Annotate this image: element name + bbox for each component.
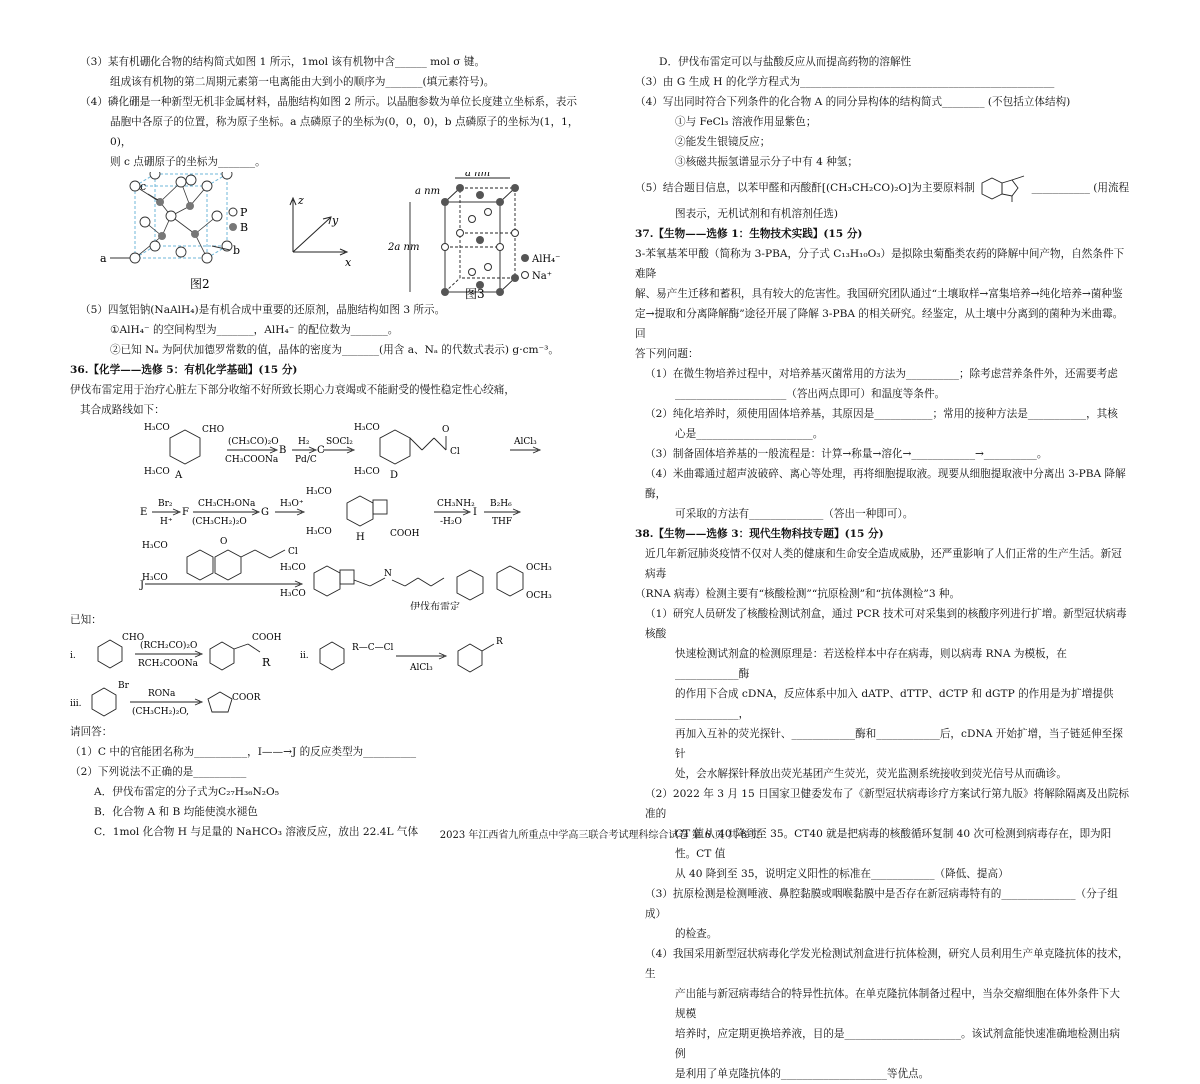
q36-2-option-b: B．化合物 A 和 B 均能使溴水褪色 (94, 806, 258, 818)
indanone-structure (978, 172, 1028, 204)
fig2-label-c: c (140, 180, 147, 193)
route-cl-d: Cl (450, 447, 460, 457)
fig2-legend-b: B (240, 221, 249, 234)
route-r7-top: H₃O⁺ (280, 499, 304, 509)
route-label-i: I (473, 507, 477, 518)
route-r8-bot: -H₂O (440, 517, 462, 527)
q37-title: 37.【生物——选修 1：生物技术实践】(15 分) (635, 228, 863, 240)
route-h3co-2: H₃CO (144, 467, 170, 477)
known-iii-coor: COOR (232, 693, 261, 703)
route-r3-top: SOCl₂ (326, 437, 353, 447)
q35-5-line2: ①AlH₄⁻ 的空间构型为_______，AlH₄⁻ 的配位数为_______。 (110, 324, 399, 336)
known-i-top: (RCH₂CO)₂O (140, 641, 198, 651)
route-h3co-3: H₃CO (354, 423, 380, 433)
left-column (70, 52, 585, 842)
route-r9-top: B₂H₆ (490, 499, 512, 509)
fig2-caption: 图2 (190, 277, 210, 291)
q38-1a: （1）研究人员研发了核酸检测试剂盒，通过 PCR 技术可对采集到的核酸序列进行扩增。新型冠状病毒核酸 (645, 608, 1127, 640)
route-r2-top: H₂ (298, 437, 310, 447)
q36-5-mid: 为主要原料制 (911, 182, 975, 194)
route-r1-top: (CH₃CO)₂O (228, 437, 279, 447)
route-r5-top: Br₂ (158, 499, 173, 509)
axis-x: x (345, 256, 352, 269)
known-i-cooh: COOH (252, 633, 282, 643)
fig2-label-b: b (233, 244, 241, 257)
route-label-f: F (182, 507, 189, 518)
q35-3-line1: （3）某有机硼化合物的结构简式如图 1 所示，1mol 该有机物中含______ mol σ 键。 (80, 56, 486, 68)
q36-2-option-c: C．1mol 化合物 H 与足量的 NaHCO₃ 溶液反应，放出 22.4L 气体 (94, 826, 419, 838)
q38-p2: （RNA 病毒）检测主要有“核酸检测”“抗原检测”和“抗体测检”3 种。 (635, 588, 961, 600)
figure-2-cell (100, 172, 248, 291)
q37-p2: 解、易产生迁移和蓄积，具有较大的危害性。我国研究团队通过“土壤取样→富集培养→纯化培养→菌种鉴 (635, 288, 1123, 300)
known-i-cho: CHO (122, 633, 145, 643)
known-iii-bot: (CH₃CH₂)₂O, (132, 707, 190, 717)
route-label-c: C (317, 445, 325, 456)
q38-4a: （4）我国采用新型冠状病毒化学发光检测试剂盒进行抗体检测，研究人员利用生产单克隆抗体的技术，生 (645, 948, 1129, 980)
route-cho-a: CHO (202, 425, 225, 435)
route-h3co-1: H₃CO (144, 423, 170, 433)
q36-title: 36.【化学——选修 5：有机化学基础】(15 分) (70, 364, 298, 376)
route-cl-j: Cl (288, 547, 298, 557)
fig3-caption: 图3 (465, 287, 485, 300)
route-h3co-7: H₃CO (142, 541, 168, 551)
synthesis-route-svg (70, 420, 585, 610)
route-label-b: B (279, 445, 287, 456)
q36-3: （3）由 G 生成 H 的化学方程式为________________________________________________ (635, 76, 1055, 88)
route-h3co-9: H₃CO (280, 563, 306, 573)
known-ii-r: R (496, 637, 503, 647)
known-i-r: R (262, 656, 271, 669)
known-iii-br: Br (118, 681, 129, 691)
fig3-dim-a-top: a nm (465, 172, 491, 179)
q38-2a: （2）2022 年 3 月 15 日国家卫健委发布了《新型冠状病毒诊疗方案试行第九版》将解除隔离及出院标准的 (645, 788, 1129, 820)
q38-2b: CT 值从 40 降到至 35。CT40 就是把病毒的核酸循环复制 40 次可检测到病毒存在，即为阳性。CT 值 (675, 828, 1112, 860)
fig2-label-a: a (100, 252, 107, 265)
q35-4-line1: （4）磷化硼是一种新型无机非金属材料，晶胞结构如图 2 所示。以晶胞参数为单位长度建立坐标系，表示 (80, 96, 577, 108)
route-product-name: 伊伐布雷定 (410, 602, 460, 610)
synthesis-route (70, 420, 585, 610)
q38-4c: 培养时，应定期更换培养液，目的是______________________。该试剂盒能快速准确地检测出病例 (675, 1028, 1120, 1060)
q36-1: （1）C 中的官能团名称为__________，I——→J 的反应类型为__________ (70, 746, 417, 758)
route-r1-bot: CH₃COONa (225, 455, 279, 465)
q38-3a: （3）抗原检测是检测唾液、鼻腔黏膜或咽喉黏膜中是否存在新冠病毒特有的______________（分子组成） (645, 888, 1118, 920)
fig3-dim-a-left: a nm (415, 186, 441, 197)
q36-2: （2）下列说法不正确的是__________ (70, 766, 247, 778)
route-label-d: D (390, 470, 399, 481)
page-footer: 2023 年江西省九所重点中学高三联合考试理科综合试卷 第 6 页 共 6 页 (439, 830, 761, 841)
route-label-e: E (140, 507, 148, 518)
q36-5-pre: （5）结合题目信息，以苯甲醛和丙酸酐 (635, 182, 822, 194)
q36-intro-2: 其合成路线如下： (80, 404, 165, 416)
q36-5-post: ___________ (用流程 (1031, 182, 1130, 194)
route-label-g: G (261, 507, 269, 518)
known-i-label: i. (70, 651, 76, 661)
q38-3b: 的检查。 (675, 928, 718, 940)
q37-4a: （4）米曲霉通过超声波破碎、离心等处理，再将细胞提取液。现要从细胞提取液中分离出 3-PBA 降解酶， (645, 468, 1126, 500)
q36-4-cond-2: ②能发生银镜反应； (675, 136, 771, 148)
q37-2b: 心是______________________。 (675, 428, 824, 440)
q35-5-line1: （5）四氢铝钠(NaAlH₄)是有机合成中重要的还原剂，晶胞结构如图 3 所示。 (80, 304, 446, 316)
route-o-d: O (442, 425, 450, 435)
known-reactions-svg (70, 630, 585, 722)
q38-2c: 从 40 降到至 35，说明定义阳性的标准在____________（降低、提高） (675, 868, 1009, 880)
known-ii-cat: AlCl₃ (410, 663, 433, 673)
route-label-j: J (140, 580, 145, 591)
route-label-h: H (356, 532, 365, 543)
route-label-a: A (175, 470, 183, 481)
known-iii-label: iii. (70, 699, 82, 709)
route-o-j: O (220, 537, 228, 547)
known-ii-reagent: R—C—Cl (352, 643, 394, 653)
q37-1b: _____________________（答出两点即可）和温度等条件。 (675, 388, 946, 400)
q38-1c: 的作用下合成 cDNA，反应体系中加入 dATP、dTTP、dCTP 和 dGTP 的作用是为扩增提供____________， (675, 688, 1114, 720)
q36-5-line1 (635, 172, 1130, 204)
route-r6-bot: (CH₃CH₂)₂O (192, 517, 247, 527)
route-r9-bot: THF (492, 517, 513, 527)
route-r2-bot: Pd/C (295, 455, 317, 465)
q38-1e: 处，会水解探针释放出荧光基团产生荧光，荧光监测系统接收到荧光信号从而确诊。 (675, 768, 1067, 780)
q36-intro-1: 伊伐布雷定用于治疗心脏左下部分收缩不好所致长期心力衰竭或不能耐受的慢性稳定性心绞痛， (70, 384, 515, 396)
q37-1a: （1）在微生物培养过程中，对培养基灭菌常用的方法为__________；除考虑营养条件外，还需要考虑 (645, 368, 1118, 380)
known-reactions (70, 630, 585, 722)
q38-4b: 产出能与新冠病毒结合的特异性抗体。在单克隆抗体制备过程中，当杂交瘤细胞在体外条件下大规模 (675, 988, 1120, 1020)
route-h3co-10: H₃CO (280, 589, 306, 599)
q38-1b: 快速检测试剂盒的检测原理是：若送检样本中存在病毒，则以病毒 RNA 为模板，在____________酶 (675, 648, 1067, 680)
crystal-figures-svg (70, 172, 585, 300)
q36-5-line2: 图表示，无机试剂和有机溶剂任选) (675, 208, 839, 220)
q36-ask: 请回答： (70, 726, 113, 738)
q35-5-line3: ②已知 Nₐ 为阿伏加德罗常数的值，晶体的密度为_______(用含 a、Nₐ 的代数式表示) g·cm⁻³。 (110, 344, 559, 356)
q37-3: （3）制备固体培养基的一般流程是：计算→称量→溶化→____________→__________。 (645, 448, 1048, 460)
right-column (635, 52, 1130, 1084)
route-h3co-4: H₃CO (354, 467, 380, 477)
q37-p3: 定→提取和分离降解酶”途径开展了降解 3-PBA 的相关研究。经鉴定，从土壤中分离到的菌种为米曲霉。回 (635, 308, 1124, 340)
route-r8-top: CH₃NH₂ (437, 499, 475, 509)
q36-4-cond-3: ③核磁共振氢谱显示分子中有 4 种氢； (675, 156, 858, 168)
q36-4-cond-1: ①与 FeCl₃ 溶液作用显紫色； (675, 116, 817, 128)
fig3-legend-na: Na⁺ (532, 271, 552, 282)
route-h3co-8: H₃CO (142, 573, 168, 583)
q36-5-formula: [(CH₃CH₂CO)₂O] (821, 182, 912, 194)
q38-p1: 近几年新冠肺炎疫情不仅对人类的健康和生命安全造成威胁，还严重影响了人们正常的生产生活。新冠病毒 (645, 548, 1122, 580)
axis-z: z (298, 194, 304, 207)
fig2-legend-p: P (240, 206, 248, 219)
route-r5-bot: H⁺ (160, 517, 173, 527)
q36-4: （4）写出同时符合下列条件的化合物 A 的同分异构体的结构简式________ (不包括立体结构) (635, 96, 1071, 108)
known-title: 已知： (70, 614, 102, 626)
q36-2-option-d: D．伊伐布雷定可以与盐酸反应从而提高药物的溶解性 (659, 56, 912, 68)
route-r6-top: CH₃CH₂ONa (198, 499, 256, 509)
q38-1d: 再加入互补的荧光探针、____________酶和____________后，cDNA 开始扩增，当子链延伸至探针 (675, 728, 1123, 760)
q35-4-line3: 则 c 点硼原子的坐标为_______。 (110, 156, 266, 168)
route-och3-2: OCH₃ (526, 591, 552, 601)
route-h3co-5: H₃CO (306, 487, 332, 497)
axis-y: y (332, 214, 339, 227)
known-i-bot: RCH₂COONa (138, 659, 199, 669)
crystal-figures (70, 172, 585, 300)
route-r4-top: AlCl₃ (514, 437, 537, 447)
q35-4-line2: 晶胞中各原子的位置，称为原子坐标。a 点磷原子的坐标为(0，0，0)，b 点磷原子的坐标为(1，1，0)， (110, 116, 579, 148)
route-n-product: N (384, 569, 392, 579)
q38-4d: 是利用了单克隆抗体的____________________等优点。 (675, 1068, 930, 1080)
known-iii-top: RONa (148, 689, 176, 699)
q37-p4: 答下列问题： (635, 348, 699, 360)
fig3-legend-alh4: AlH₄⁻ (532, 254, 561, 265)
q38-title: 38.【生物——选修 3：现代生物科技专题】(15 分) (635, 528, 884, 540)
route-cooh-h: COOH (390, 529, 420, 539)
fig3-dim-2a: 2a nm (388, 242, 420, 253)
q35-3-line2: 组成该有机物的第二周期元素第一电离能由大到小的顺序为_______(填元素符号)。 (110, 76, 495, 88)
q36-2-option-a: A．伊伐布雷定的分子式为C₂₇H₃₆N₂O₅ (94, 786, 279, 798)
q37-p1: 3-苯氧基苯甲酸（简称为 3-PBA，分子式 C₁₃H₁₀O₃）是拟除虫菊酯类农药的降解中间产物，自然条件下难降 (635, 248, 1125, 280)
route-och3-1: OCH₃ (526, 563, 552, 573)
q37-2a: （2）纯化培养时，须使用固体培养基，其原因是___________；常用的接种方法是___________，其核 (645, 408, 1118, 420)
route-h3co-6: H₃CO (306, 527, 332, 537)
known-ii-label: ii. (300, 651, 309, 661)
q37-4b: 可采取的方法有______________（答出一种即可）。 (675, 508, 914, 520)
